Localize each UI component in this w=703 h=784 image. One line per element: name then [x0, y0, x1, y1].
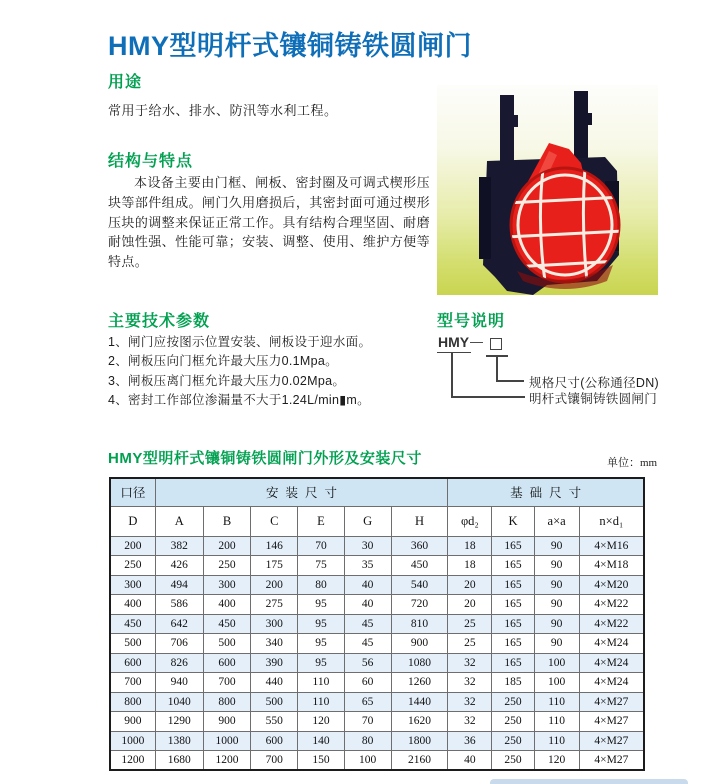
- table-cell: 810: [391, 614, 448, 634]
- table-cell: 110: [534, 731, 579, 751]
- table-cell: 1680: [155, 751, 203, 771]
- table-cell: 40: [344, 595, 391, 615]
- table-cell: 110: [298, 673, 344, 693]
- table-cell: 165: [492, 536, 534, 556]
- table-cell: 1200: [110, 751, 155, 771]
- table-cell: 100: [534, 673, 579, 693]
- table-cell: 65: [344, 692, 391, 712]
- table-cell: 56: [344, 653, 391, 673]
- table-row: [110, 595, 644, 615]
- table-cell: 4×M27: [579, 712, 644, 732]
- table-cell: 250: [492, 751, 534, 771]
- table-cell: 4×M24: [579, 653, 644, 673]
- table-cell: 500: [110, 634, 155, 654]
- table-cell: 4×M22: [579, 614, 644, 634]
- table-column-header-row: [110, 506, 644, 536]
- usage-section-heading: 用途: [108, 74, 143, 91]
- table-cell: 1620: [391, 712, 448, 732]
- table-row: [110, 634, 644, 654]
- table-body: [110, 536, 644, 770]
- table-cell: 426: [155, 556, 203, 576]
- table-row: [110, 673, 644, 693]
- table-cell: 440: [251, 673, 298, 693]
- table-row: [110, 575, 644, 595]
- table-cell: 300: [251, 614, 298, 634]
- table-cell: 1000: [203, 731, 250, 751]
- table-cell: 2160: [391, 751, 448, 771]
- table-cell: 1260: [391, 673, 448, 693]
- parameter-item: 2、闸板压向门框允许最大压力0.1Mpa。: [108, 354, 338, 369]
- table-cell: 500: [203, 634, 250, 654]
- table-cell: 25: [448, 614, 492, 634]
- table-cell: 200: [251, 575, 298, 595]
- table-cell: 360: [391, 536, 448, 556]
- table-cell: 4×M24: [579, 634, 644, 654]
- table-cell: 600: [251, 731, 298, 751]
- table-cell: 40: [344, 575, 391, 595]
- table-cell: 340: [251, 634, 298, 654]
- table-row: [110, 692, 644, 712]
- table-cell: 450: [110, 614, 155, 634]
- column-header: B: [203, 506, 250, 536]
- table-cell: 18: [448, 556, 492, 576]
- table-cell: 18: [448, 536, 492, 556]
- table-cell: 300: [203, 575, 250, 595]
- table-cell: 642: [155, 614, 203, 634]
- unit-label: 单位：mm: [607, 457, 658, 469]
- table-cell: 70: [344, 712, 391, 732]
- group-header-diameter: 口径: [110, 478, 155, 506]
- table-cell: 165: [492, 595, 534, 615]
- table-cell: 1800: [391, 731, 448, 751]
- table-cell: 75: [298, 556, 344, 576]
- table-cell: 1200: [203, 751, 250, 771]
- table-cell: 32: [448, 653, 492, 673]
- table-cell: 20: [448, 595, 492, 615]
- table-cell: 165: [492, 634, 534, 654]
- table-cell: 1380: [155, 731, 203, 751]
- gate-valve-illustration: [437, 85, 658, 295]
- group-header-install: 安装尺寸: [155, 478, 448, 506]
- column-header: G: [344, 506, 391, 536]
- table-cell: 500: [251, 692, 298, 712]
- footer-decoration-bar: [490, 779, 688, 784]
- model-spec-label: 规格尺寸(公称通径DN): [529, 376, 659, 390]
- table-cell: 250: [492, 692, 534, 712]
- table-row: [110, 614, 644, 634]
- dimension-table: [109, 477, 645, 771]
- column-header: φd₂: [448, 506, 492, 536]
- table-cell: 150: [298, 751, 344, 771]
- table-cell: 200: [203, 536, 250, 556]
- table-cell: 706: [155, 634, 203, 654]
- table-cell: 25: [448, 634, 492, 654]
- table-cell: 4×M18: [579, 556, 644, 576]
- product-photo: [437, 85, 658, 295]
- table-cell: 1290: [155, 712, 203, 732]
- table-cell: 826: [155, 653, 203, 673]
- table-cell: 550: [251, 712, 298, 732]
- table-cell: 110: [534, 712, 579, 732]
- table-cell: 700: [110, 673, 155, 693]
- table-cell: 250: [492, 712, 534, 732]
- structure-text: 本设备主要由门框、闸板、密封圈及可调式楔形压块等部件组成。闸门久用磨损后，其密封面可通过楔形压块的调整来保证正常工作。具有结构合理坚固、耐磨耐蚀性强、性能可靠；安装、调整、使用、维护方便等特点。: [108, 175, 430, 270]
- model-section-heading: 型号说明: [437, 313, 506, 330]
- table-cell: 275: [251, 595, 298, 615]
- model-leader-line: [496, 380, 524, 382]
- table-cell: 382: [155, 536, 203, 556]
- table-cell: 4×M22: [579, 595, 644, 615]
- table-cell: 540: [391, 575, 448, 595]
- table-cell: 120: [298, 712, 344, 732]
- table-cell: 250: [110, 556, 155, 576]
- table-cell: 146: [251, 536, 298, 556]
- table-cell: 940: [155, 673, 203, 693]
- table-cell: 165: [492, 614, 534, 634]
- column-header: D: [110, 506, 155, 536]
- table-cell: 720: [391, 595, 448, 615]
- table-cell: 1440: [391, 692, 448, 712]
- table-cell: 300: [110, 575, 155, 595]
- table-cell: 165: [492, 653, 534, 673]
- table-cell: 32: [448, 673, 492, 693]
- table-cell: 110: [534, 692, 579, 712]
- table-cell: 4×M27: [579, 751, 644, 771]
- table-cell: 32: [448, 712, 492, 732]
- table-cell: 140: [298, 731, 344, 751]
- column-header: H: [391, 506, 448, 536]
- table-cell: 90: [534, 614, 579, 634]
- table-cell: 1080: [391, 653, 448, 673]
- table-cell: 900: [391, 634, 448, 654]
- table-row: [110, 731, 644, 751]
- table-row: [110, 536, 644, 556]
- table-cell: 1040: [155, 692, 203, 712]
- table-cell: 800: [110, 692, 155, 712]
- table-title: HMY型明杆式镶铜铸铁圆闸门外形及安装尺寸: [108, 450, 422, 467]
- table-cell: 900: [203, 712, 250, 732]
- table-row: [110, 556, 644, 576]
- structure-section-heading: 结构与特点: [108, 153, 194, 170]
- page-title: HMY型明杆式镶铜铸铁圆闸门: [108, 31, 472, 61]
- model-type-label: 明杆式镶铜铸铁圆闸门: [529, 392, 658, 406]
- table-cell: 90: [534, 556, 579, 576]
- parameter-item: 3、闸板压离门框允许最大压力0.02Mpa。: [108, 373, 346, 388]
- table-cell: 250: [492, 731, 534, 751]
- table-cell: 70: [298, 536, 344, 556]
- table-cell: 45: [344, 634, 391, 654]
- table-cell: 390: [251, 653, 298, 673]
- table-cell: 95: [298, 614, 344, 634]
- table-cell: 60: [344, 673, 391, 693]
- table-cell: 165: [492, 556, 534, 576]
- table-cell: 1000: [110, 731, 155, 751]
- column-header: E: [298, 506, 344, 536]
- model-leader-line: [451, 396, 525, 398]
- parameters-list: [108, 333, 371, 411]
- table-cell: 600: [203, 653, 250, 673]
- column-header: n×d₁: [579, 506, 644, 536]
- parameters-section-heading: 主要技术参数: [108, 313, 211, 330]
- table-header: [110, 478, 644, 536]
- table-cell: 800: [203, 692, 250, 712]
- table-cell: 700: [203, 673, 250, 693]
- column-header: A: [155, 506, 203, 536]
- table-cell: 32: [448, 692, 492, 712]
- model-size-placeholder-box: [490, 338, 502, 350]
- column-header: K: [492, 506, 534, 536]
- table-cell: 35: [344, 556, 391, 576]
- table-cell: 600: [110, 653, 155, 673]
- table-cell: 250: [203, 556, 250, 576]
- column-header: a×a: [534, 506, 579, 536]
- parameter-item: 4、密封工作部位渗漏量不大于1.24L/min▮m。: [108, 393, 370, 408]
- table-cell: 110: [298, 692, 344, 712]
- table-cell: 90: [534, 536, 579, 556]
- table-cell: 20: [448, 575, 492, 595]
- table-cell: 200: [110, 536, 155, 556]
- table-cell: 4×M27: [579, 692, 644, 712]
- table-cell: 900: [110, 712, 155, 732]
- table-cell: 400: [203, 595, 250, 615]
- model-code-text: HMY: [437, 334, 471, 353]
- table-cell: 4×M20: [579, 575, 644, 595]
- table-cell: 4×M27: [579, 731, 644, 751]
- table-cell: 80: [344, 731, 391, 751]
- table-cell: 45: [344, 614, 391, 634]
- table-cell: 165: [492, 575, 534, 595]
- parameter-item: 1、闸门应按图示位置安装、闸板设于迎水面。: [108, 335, 372, 349]
- table-cell: 40: [448, 751, 492, 771]
- table-cell: 4×M16: [579, 536, 644, 556]
- table-cell: 175: [251, 556, 298, 576]
- group-header-foundation: 基础尺寸: [448, 478, 644, 506]
- table-cell: 95: [298, 634, 344, 654]
- table-cell: 120: [534, 751, 579, 771]
- table-cell: 30: [344, 536, 391, 556]
- table-row: [110, 653, 644, 673]
- table-cell: 494: [155, 575, 203, 595]
- table-group-header-row: [110, 478, 644, 506]
- table-cell: 450: [391, 556, 448, 576]
- table-cell: 90: [534, 634, 579, 654]
- table-cell: 100: [344, 751, 391, 771]
- table-cell: 450: [203, 614, 250, 634]
- table-cell: 80: [298, 575, 344, 595]
- table-cell: 586: [155, 595, 203, 615]
- column-header: C: [251, 506, 298, 536]
- frame-lug-left: [479, 177, 491, 259]
- table-row: [110, 751, 644, 771]
- table-cell: 4×M24: [579, 673, 644, 693]
- model-leader-line: [496, 356, 498, 381]
- table-cell: 185: [492, 673, 534, 693]
- model-leader-line: [451, 353, 453, 397]
- model-dash: —: [470, 334, 483, 349]
- table-cell: 100: [534, 653, 579, 673]
- usage-text: 常用于给水、排水、防汛等水利工程。: [108, 103, 338, 118]
- table-cell: 400: [110, 595, 155, 615]
- table-cell: 36: [448, 731, 492, 751]
- table-cell: 95: [298, 595, 344, 615]
- table-cell: 90: [534, 575, 579, 595]
- table-row: [110, 712, 644, 732]
- table-cell: 700: [251, 751, 298, 771]
- table-cell: 90: [534, 595, 579, 615]
- table-cell: 95: [298, 653, 344, 673]
